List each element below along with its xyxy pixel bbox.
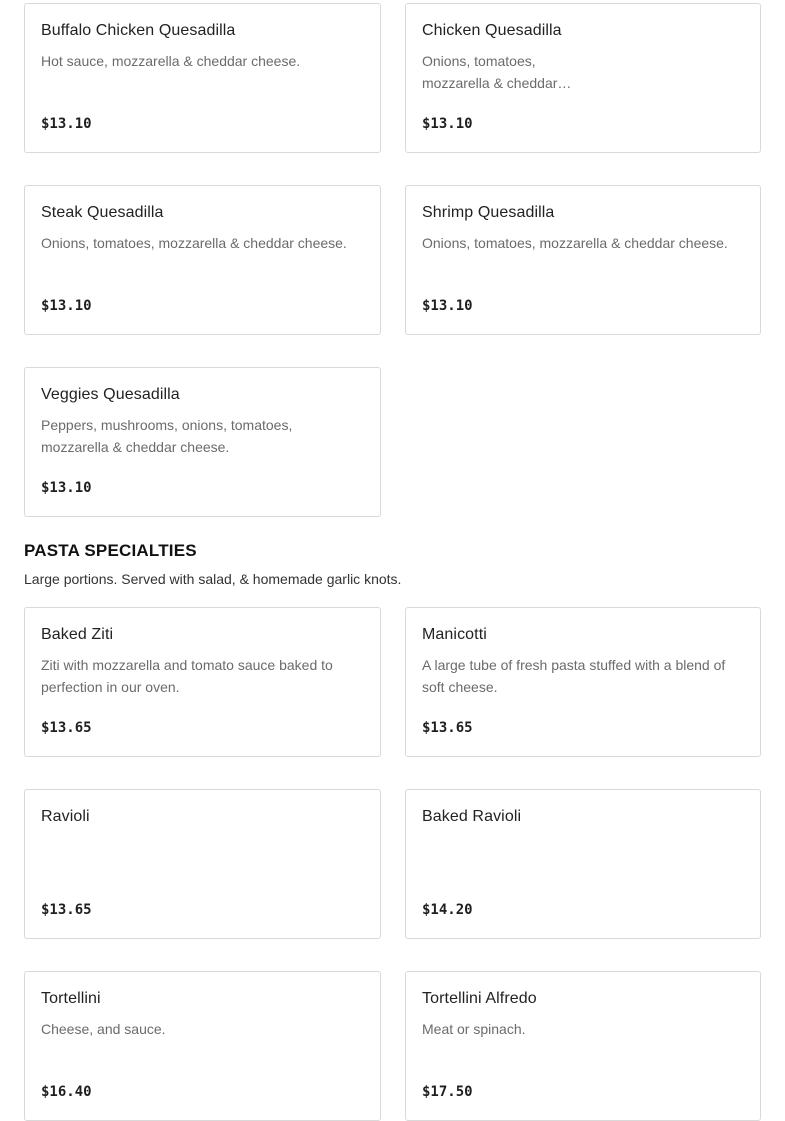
menu-item-name: Baked Ziti [41,626,114,643]
menu-item-card[interactable] [24,971,381,1121]
menu-item-description: Cheese, and sauce. [41,1021,166,1037]
menu-item-description: Onions, tomatoes, mozzarella & cheddar cheese. [422,235,728,251]
menu-item-name: Ravioli [41,808,90,825]
menu-item-card[interactable] [405,971,761,1121]
menu-item-price: $13.10 [41,480,92,496]
menu-item-name: Buffalo Chicken Quesadilla [41,22,236,39]
menu-item-description: Onions, tomatoes, mozzarella & cheddar… [422,53,572,91]
menu-item-price: $13.65 [41,720,92,736]
menu-item-card[interactable] [24,607,381,757]
menu-item-name: Tortellini Alfredo [422,990,537,1007]
menu-item-description: A large tube of fresh pasta stuffed with a blend of soft cheese. [422,657,726,695]
menu-item-card[interactable] [24,367,381,517]
menu-item-description: Peppers, mushrooms, onions, tomatoes, mozzarella & cheddar cheese. [41,417,293,455]
menu-item-price: $13.10 [41,116,92,132]
menu-item-name: Baked Ravioli [422,808,522,825]
menu-item-price: $13.10 [422,298,473,314]
menu-item-card[interactable] [24,185,381,335]
menu-item-price: $13.65 [422,720,473,736]
menu-item-description: Ziti with mozzarella and tomato sauce baked to perfection in our oven. [41,657,333,695]
menu-item-price: $14.20 [422,902,473,918]
menu-item-card[interactable] [24,789,381,939]
menu-item-name: Chicken Quesadilla [422,22,562,39]
section-subtitle: Large portions. Served with salad, & homemade garlic knots. [24,571,402,587]
menu-item-name: Tortellini [41,990,101,1007]
menu-item-card[interactable] [405,607,761,757]
menu-item-description: Meat or spinach. [422,1021,526,1037]
menu-item-name: Shrimp Quesadilla [422,204,555,221]
section-title: PASTA SPECIALTIES [24,541,197,560]
menu-item-price: $13.10 [41,298,92,314]
menu-item-card[interactable] [24,3,381,153]
menu-item-card[interactable] [405,3,761,153]
menu-item-name: Veggies Quesadilla [41,386,180,403]
menu-item-description: Onions, tomatoes, mozzarella & cheddar cheese. [41,235,347,251]
menu-item-card[interactable] [405,789,761,939]
menu-item-price: $16.40 [41,1084,92,1100]
menu-item-description: Hot sauce, mozzarella & cheddar cheese. [41,53,301,69]
menu-item-price: $13.65 [41,902,92,918]
menu-item-price: $13.10 [422,116,473,132]
menu-item-name: Manicotti [422,626,487,643]
menu-item-name: Steak Quesadilla [41,204,164,221]
menu-item-card[interactable] [405,185,761,335]
menu-item-price: $17.50 [422,1084,473,1100]
